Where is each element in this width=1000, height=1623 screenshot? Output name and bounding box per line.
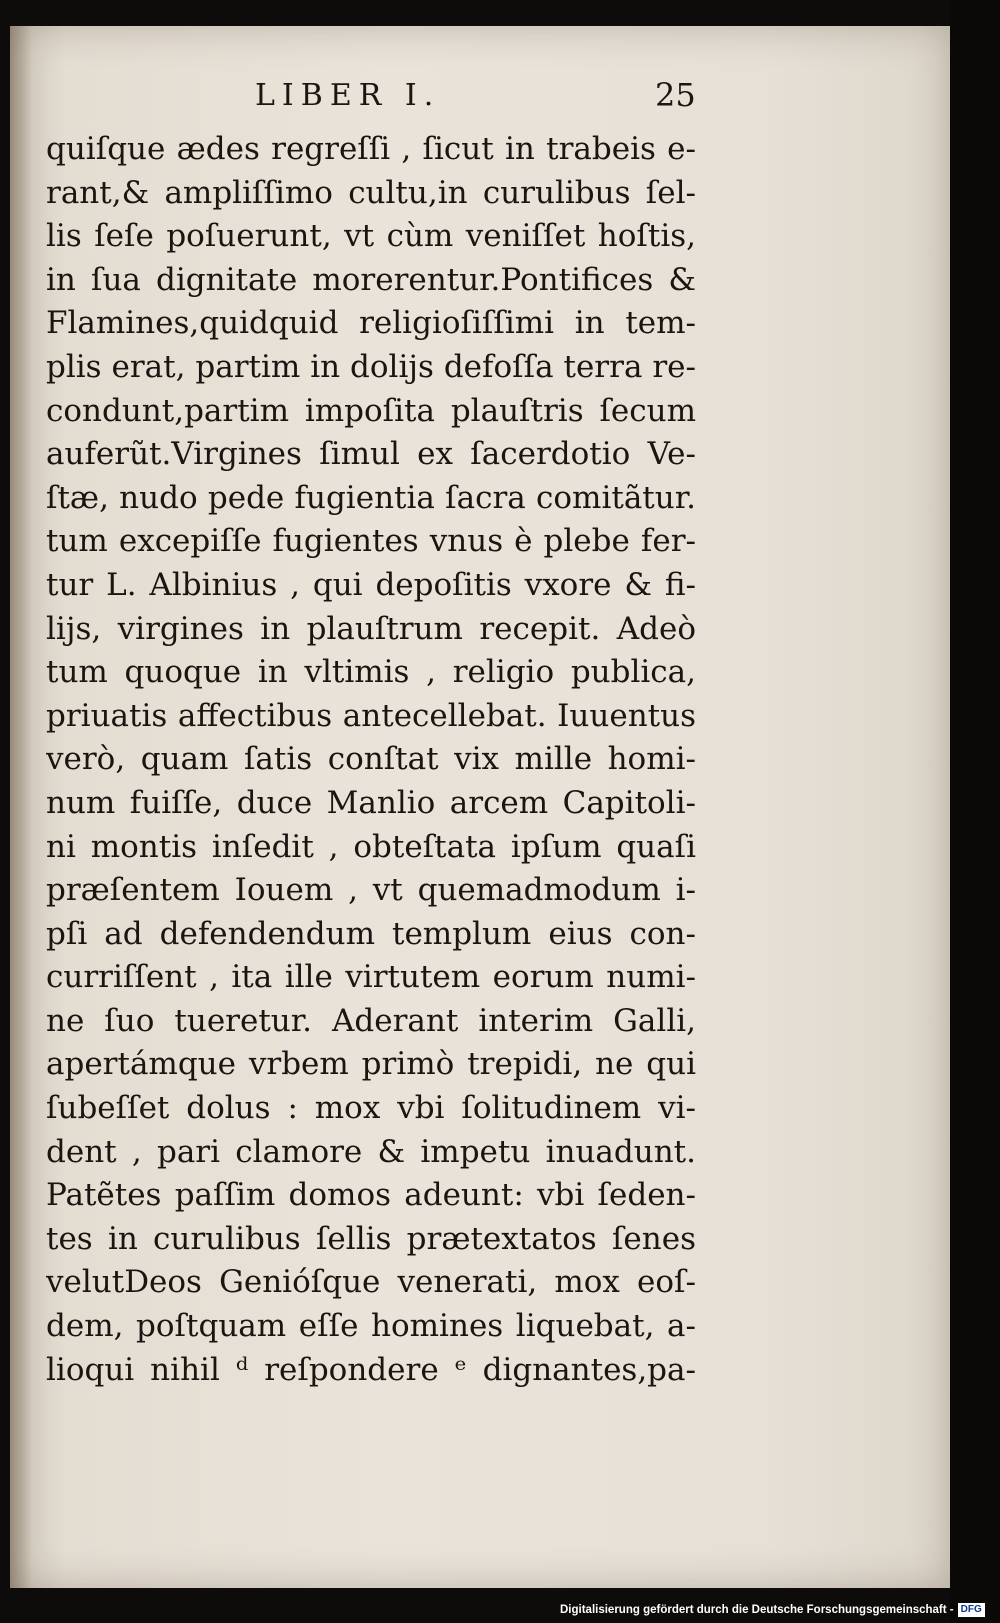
text-line: lioqui nihil ᵈ reſpondere ᵉ dignantes,pa- [46, 1351, 696, 1388]
credit-text: Digitalisierung gefördert durch die Deutsche Forschungsgemeinschaft - [560, 1604, 954, 1616]
text-line: condunt,partim impoſita plauſtris ſecum [46, 392, 696, 429]
text-line: tes in curulibus ſellis prætextatos ſenes [46, 1220, 696, 1257]
text-line: tum excepiſſe fugientes vnus è plebe fer- [46, 523, 696, 560]
text-line: plis erat, partim in dolijs defoſſa terra re- [46, 348, 696, 385]
text-line: verò, quam ſatis conſtat vix mille homi- [46, 741, 696, 778]
text-line: apertámque vrbem primò trepidi, ne qui [46, 1046, 696, 1083]
text-line: rant,& ampliſſimo cultu,in curulibus ſel- [46, 174, 696, 211]
page-gutter-shadow [10, 26, 32, 1588]
text-line: dent , pari clamore & impetu inuadunt. [46, 1133, 696, 1170]
text-line: lis ſeſe poſuerunt, vt cùm veniſſet hoſtis, [46, 218, 696, 255]
text-line: curriſſent , ita ille virtutem eorum numi- [46, 959, 696, 996]
text-line: ſtæ, nudo pede fugientia ſacra comitãtur. [46, 479, 696, 516]
text-line: ne ſuo tueretur. Aderant interim Galli, [46, 1002, 696, 1039]
body-text [46, 128, 696, 1392]
digitization-credit [560, 1601, 985, 1619]
text-line: lijs, virgines in plauſtrum recepit. Adeò [46, 610, 696, 647]
text-line: præſentem Iouem , vt quemadmodum i- [46, 872, 696, 909]
page-number: 25 [655, 76, 696, 114]
text-line: dem, poſtquam eſſe homines liquebat, a- [46, 1308, 696, 1345]
text-line: velutDeos Genióſque venerati, mox eoſ- [46, 1264, 696, 1301]
text-line: auferũt.Virgines ſimul ex ſacerdotio Ve- [46, 436, 696, 473]
text-line: tur L. Albinius , qui depoſitis vxore & fi- [46, 566, 696, 603]
running-head: LIBER I. [255, 78, 441, 113]
text-line: num fuiſſe, duce Manlio arcem Capitoli- [46, 784, 696, 821]
text-line: priuatis affectibus antecellebat. Iuuentus [46, 697, 696, 734]
text-line: quiſque ædes regreſſi , ſicut in trabeis e- [46, 131, 696, 167]
dark-margin-strip [950, 0, 1000, 1623]
text-line: in ſua dignitate morerentur.Pontifices & [46, 261, 696, 298]
page-header [0, 78, 1000, 118]
text-line: Patẽtes paſſim domos adeunt: vbi ſeden- [46, 1177, 696, 1214]
text-line: Flamines,quidquid religioſiſſimi in tem- [46, 305, 696, 342]
text-line: ſubeſſet dolus : mox vbi ſolitudinem vi- [46, 1090, 696, 1127]
text-line: pſi ad defendendum templum eius con- [46, 915, 696, 952]
text-line: ni montis inſedit , obteſtata ipſum quaſi [46, 828, 696, 865]
text-line: tum quoque in vltimis , religio publica, [46, 654, 696, 691]
dfg-logo: DFG [958, 1603, 985, 1617]
